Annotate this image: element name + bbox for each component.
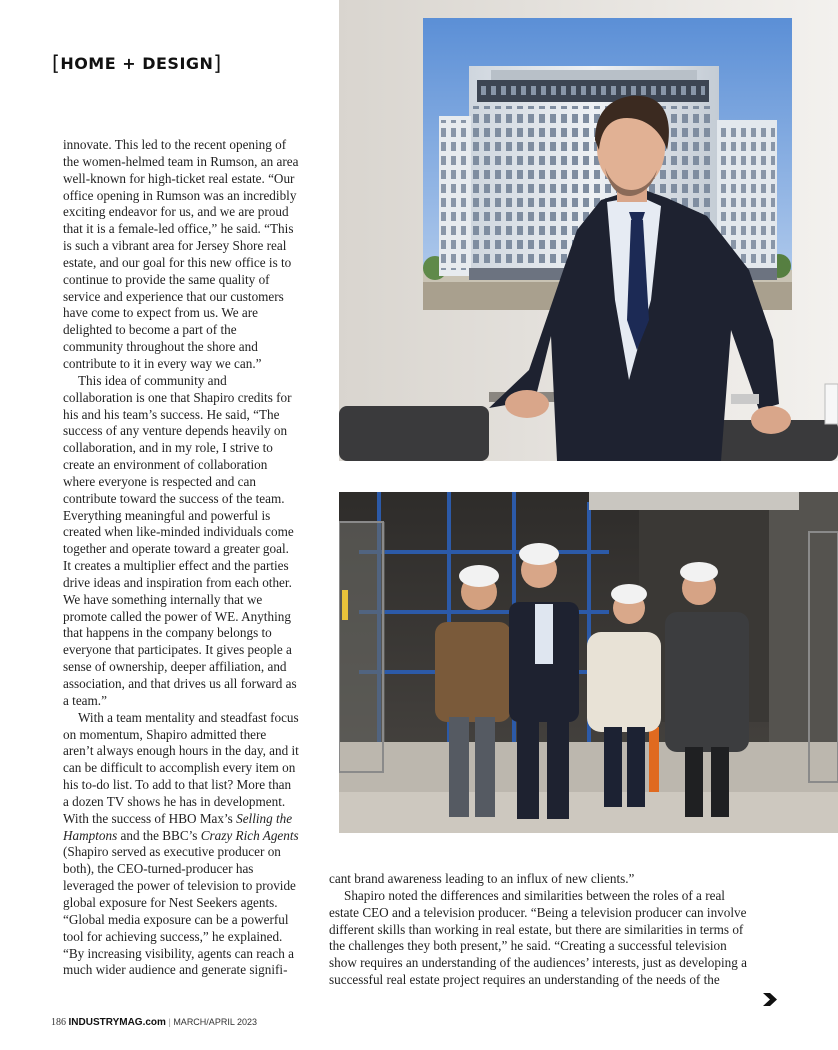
bracket-right-icon: ] [213,51,222,75]
article-paragraph: This idea of community and collaboration is one that Shapiro credits for his and his team’s success. He said, “The success of any venture depends heavily on collaboration, and in my role, I strive to create an environment of collaboration where everyone is respected and can contribute toward the success of the team. Everything meaningful and powerful is created when like-minded individuals come together and operate toward a greater goal. It creates a multiplier effect and the parties drive ideas and inspiration from each other. We have something internally that we promote called the power of WE. Anything that happens in the company belongs to everyone that participates. It gives people a sense of ownership, deeper affiliation, and association, and that drives us all forward as a team.” [63,372,297,708]
magazine-brand: INDUSTRYMAG.com [68,1017,166,1028]
article-left-column [63,137,299,979]
page-number: 186 [51,1017,66,1028]
page-footer [51,1017,257,1028]
article-paragraph [63,710,299,980]
article-paragraph: Shapiro noted the differences and similarities between the roles of a real estate CEO and a television producer. “Being a television producer can involve different skills than working in real estate, but there are similarities in terms of the challenges they both present,” he said. “Creating a successful television show requires an understanding of the audiences’ interests, just as developing a successful real estate project requires an understanding of the needs of the [329,887,747,988]
article-paragraph: innovate. This led to the recent opening of the women-helmed team in Rumson, an area well-known for high-ticket real estate. “Our office opening in Rumson was an incredibly exciting endeavor for us, and we are proud that it is a female-led office,” he said. “This is such a vibrant area for Jersey Shore real estate, and our goal for this new office is to continue to provide the same quality of service and experience that our customers have come to expect from us. We are delighted to become a part of the community throughout the shore and contribute to it in every way we can.” [63,137,299,371]
article-paragraph: cant brand awareness leading to an influx of new clients.” [329,871,635,886]
paragraph-text: With a team mentality and steadfast focus on momentum, Shapiro admitted there aren’t always enough hours in the day, and it can be difficult to accomplish every item on his to-do list. To add to that list? More than a dozen TV shows he has in development. With the success of HBO Max’s [63,709,299,826]
bracket-left-icon: [ [52,51,61,75]
team-construction-photo [339,492,838,833]
show-title: Crazy Rich Agents [200,827,299,843]
show-title: Selling the Hamptons [63,810,293,843]
article-bottom-column [329,871,749,989]
section-tag [52,50,222,74]
issue-date: MARCH/APRIL 2023 [173,1017,258,1027]
portrait-photo [339,0,838,461]
section-label: HOME + DESIGN [60,54,214,73]
paragraph-text: and the BBC’s [117,827,201,843]
continue-arrow-icon [763,993,777,1006]
footer-separator: | [168,1017,171,1027]
paragraph-text: (Shapiro served as executive producer on both), the CEO-turned-producer has leveraged the power of television to provide global exposure for Nest Seekers agents. “Global media exposure can be a powerful tool for achieving success,” he explained. “By increasing visibility, agents can reach a much wider audience and generate signifi- [63,844,296,978]
